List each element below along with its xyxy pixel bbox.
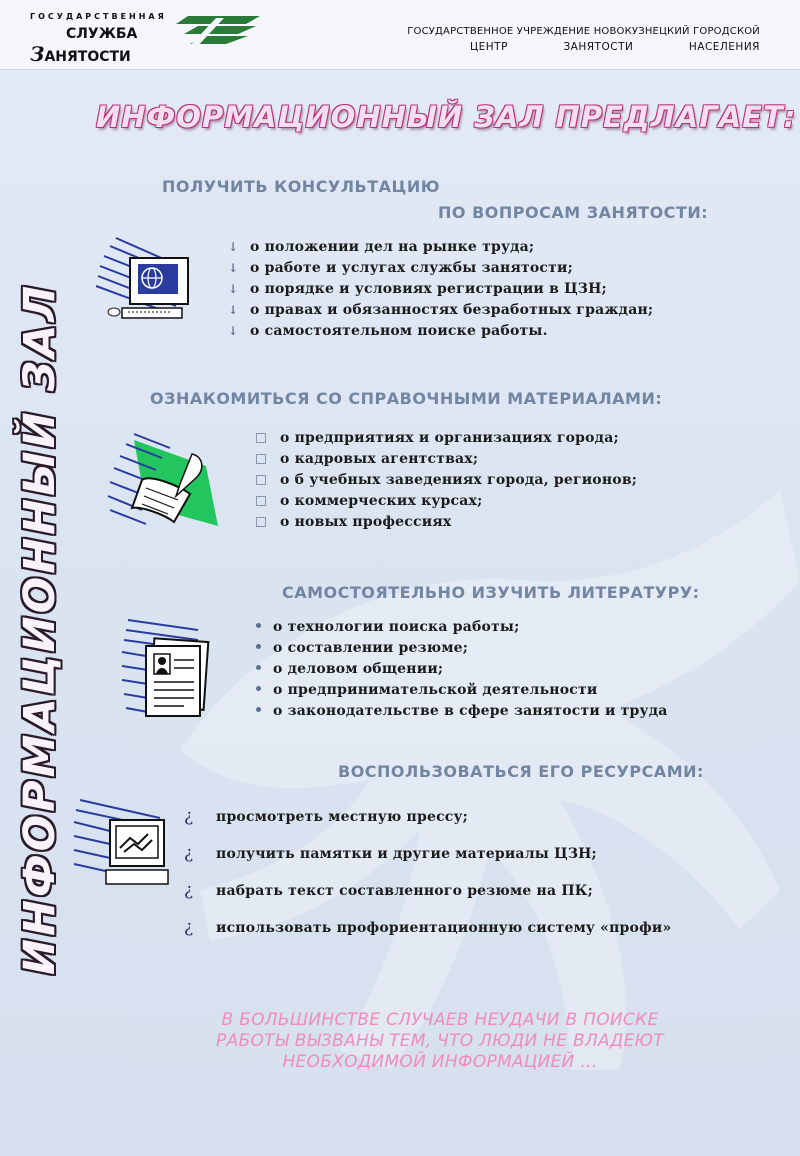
square-bullet-icon	[256, 454, 266, 464]
list-item-text: о новых профессиях	[280, 514, 452, 530]
list-item	[256, 430, 637, 451]
logo-line2	[30, 42, 131, 66]
list-item	[256, 682, 668, 703]
square-bullet-icon	[256, 496, 266, 506]
list-item	[184, 806, 671, 843]
list-item	[256, 451, 637, 472]
scroll-quill-icon	[106, 426, 226, 536]
arrow-down-icon: ↓	[228, 282, 239, 296]
consult-heading-1: ПОЛУЧИТЬ КОНСУЛЬТАЦИЮ	[162, 177, 441, 196]
dot-bullet-icon	[256, 623, 261, 628]
list-item	[228, 260, 653, 281]
list-item	[256, 472, 637, 493]
org-name-line: ГОСУДАРСТВЕННОЕ УЧРЕЖДЕНИЕ НОВОКУЗНЕЦКИЙ ГОРОДСКОЙ	[407, 26, 760, 37]
documents-portrait-icon	[118, 616, 218, 726]
list-item	[228, 281, 653, 302]
list-item	[184, 917, 671, 954]
footer-line-2: РАБОТЫ ВЫЗВАНЫ ТЕМ, ЧТО ЛЮДИ НЕ ВЛАДЕЮТ	[216, 1031, 664, 1051]
inverted-question-icon: ¿	[184, 880, 194, 900]
resources-heading: ВОСПОЛЬЗОВАТЬСЯ ЕГО РЕСУРСАМИ:	[338, 762, 704, 781]
square-bullet-icon	[256, 433, 266, 443]
org-sub-population: НАСЕЛЕНИЯ	[688, 41, 760, 53]
inverted-question-icon: ¿	[184, 843, 194, 863]
logo-line2-rest: АНЯТОСТИ	[44, 49, 131, 65]
list-item-text: о предприятиях и организациях города;	[280, 430, 619, 446]
consult-list	[228, 239, 653, 344]
list-item-text: о кадровых агентствах;	[280, 451, 479, 467]
dot-bullet-icon	[256, 644, 261, 649]
literature-list	[256, 619, 668, 724]
computer-handshake-icon	[70, 792, 180, 892]
page-title: ИНФОРМАЦИОННЫЙ ЗАЛ ПРЕДЛАГАЕТ:	[96, 100, 797, 134]
list-item-text: о технологии поиска работы;	[273, 619, 520, 635]
list-item-text: просмотреть местную прессу;	[216, 809, 469, 825]
dot-bullet-icon	[256, 686, 261, 691]
logo-initial: З	[30, 42, 45, 66]
list-item-text: о порядке и условиях регистрации в ЦЗН;	[250, 281, 607, 297]
list-item	[256, 661, 668, 682]
list-item-text: о положении дел на рынке труда;	[250, 239, 535, 255]
literature-heading: САМОСТОЯТЕЛЬНО ИЗУЧИТЬ ЛИТЕРАТУРУ:	[282, 583, 700, 602]
list-item	[228, 323, 653, 344]
footer-line-1: В БОЛЬШИНСТВЕ СЛУЧАЕВ НЕУДАЧИ В ПОИСКЕ	[221, 1010, 659, 1030]
consult-heading-2: ПО ВОПРОСАМ ЗАНЯТОСТИ:	[438, 203, 709, 222]
arrow-down-icon: ↓	[228, 324, 239, 338]
square-bullet-icon	[256, 475, 266, 485]
list-item-text: о правах и обязанностях безработных граждан;	[250, 302, 654, 318]
dot-bullet-icon	[256, 707, 261, 712]
list-item	[184, 843, 671, 880]
inverted-question-icon: ¿	[184, 806, 194, 826]
list-item	[228, 302, 653, 323]
list-item	[256, 703, 668, 724]
arrow-down-icon: ↓	[228, 261, 239, 275]
list-item-text: о б учебных заведениях города, регионов;	[280, 472, 638, 488]
org-sub-centre: ЦЕНТР	[470, 41, 508, 53]
list-item-text: о законодательстве в сфере занятости и труда	[273, 703, 668, 719]
organization-name	[407, 26, 760, 53]
logo-stripes-icon	[176, 14, 260, 54]
inverted-question-icon: ¿	[184, 917, 194, 937]
vertical-title: ИНФОРМАЦИОННЫЙ ЗАЛ	[15, 282, 65, 975]
reference-list	[256, 430, 637, 535]
org-sub-employment: ЗАНЯТОСТИ	[563, 41, 634, 53]
list-item-text: о деловом общении;	[273, 661, 444, 677]
reference-heading: ОЗНАКОМИТЬСЯ СО СПРАВОЧНЫМИ МАТЕРИАЛАМИ:	[150, 389, 663, 408]
list-item-text: о предпринимательской деятельности	[273, 682, 598, 698]
list-item-text: о составлении резюме;	[273, 640, 469, 656]
arrow-down-icon: ↓	[228, 240, 239, 254]
computer-globe-icon	[92, 228, 212, 328]
arrow-down-icon: ↓	[228, 303, 239, 317]
list-item-text: о работе и услугах службы занятости;	[250, 260, 573, 276]
resources-list	[184, 806, 671, 954]
list-item	[184, 880, 671, 917]
logo-small-text: ГОСУДАРСТВЕННАЯ	[30, 12, 167, 21]
list-item-text: получить памятки и другие материалы ЦЗН;	[216, 846, 597, 862]
list-item-text: набрать текст составленного резюме на ПК;	[216, 883, 594, 899]
square-bullet-icon	[256, 517, 266, 527]
logo-line1: СЛУЖБА	[66, 26, 138, 42]
list-item-text: о самостоятельном поиске работы.	[250, 323, 548, 339]
list-item	[256, 619, 668, 640]
header-bar	[0, 0, 800, 70]
dot-bullet-icon	[256, 665, 261, 670]
footer-note	[160, 1010, 720, 1073]
list-item	[256, 640, 668, 661]
list-item	[228, 239, 653, 260]
list-item	[256, 514, 637, 535]
org-sub-line	[470, 41, 760, 53]
list-item	[256, 493, 637, 514]
list-item-text: о коммерческих курсах;	[280, 493, 483, 509]
list-item-text: использовать профориентационную систему «профи»	[216, 920, 672, 936]
employment-service-logo	[28, 8, 258, 64]
footer-line-3: НЕОБХОДИМОЙ ИНФОРМАЦИЕЙ …	[282, 1052, 598, 1072]
